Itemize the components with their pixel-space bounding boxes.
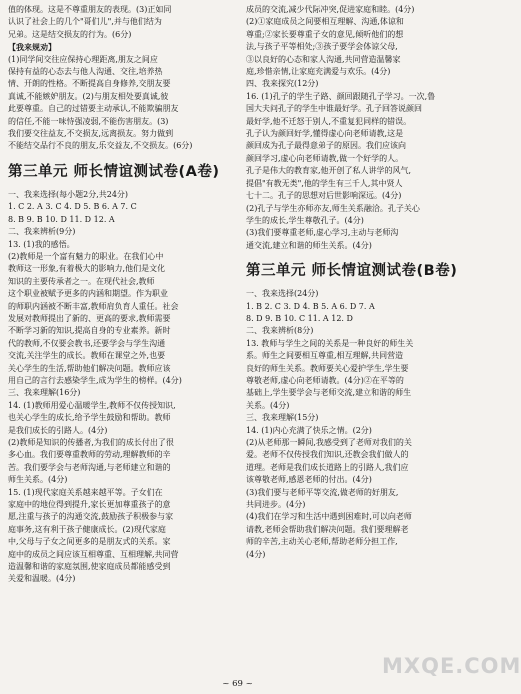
section-heading: 一、我来选择(每小题2分,共24分) <box>8 189 129 199</box>
text-line: 多心血。我们要尊重教师的劳动,理解教师的辛 <box>8 450 171 460</box>
text-line: 造温馨和谐的家庭氛围,使家庭成员都能感受到 <box>8 562 171 572</box>
text-line: 孔子是伟大的教育家,他开创了私人讲学的风气, <box>246 166 412 176</box>
text-line: (3)我们要尊重老师,虚心学习,主动与老师沟 <box>246 228 399 238</box>
text-line: 师生关系。(4分) <box>8 475 68 485</box>
text-line: 家庭中的地位得到提升,家长更加尊重孩子的意 <box>8 500 171 510</box>
section-heading: 三、我来理解(15分) <box>246 413 319 423</box>
text-line: 成员的交流,减少代际冲突,促进家庭和睦。(4分) <box>246 5 415 14</box>
text-line: 教师这一形象,有着极大的影响力,他们是文化 <box>8 264 166 274</box>
section-heading: 三、我来理解(16分) <box>8 388 81 398</box>
text-line: 该尊敬老师,感恩老师的付出。(4分) <box>246 475 372 485</box>
text-line: 共同进步。(4分) <box>246 500 306 510</box>
text-line: 系。师生之间要相互尊重,相互理解,共同营造 <box>246 351 404 361</box>
text-line: (2)教师是一个富有魅力的职业。在我们心中 <box>8 251 164 261</box>
text-line: 保持有益的心态去与他人沟通、交往,培养热 <box>8 67 163 77</box>
text-line: 愿,注重与孩子的沟通交流,鼓励孩子积极参与家 <box>8 512 174 522</box>
text-line: 13. 教师与学生之间的关系是一种良好的师生关 <box>246 338 414 348</box>
text-line: (2)①家庭成员之间要相互理解、沟通,体谅和 <box>246 17 404 27</box>
section-heading: 四、我来探究(12分) <box>246 79 319 89</box>
text-line: 道理。老师是我们成长道路上的引路人,我们应 <box>246 462 409 472</box>
text-line: 用自己的言行去感染学生,成为学生的榜样。(4分) <box>8 375 182 385</box>
text-line: 尊敬老师,虚心向老师请教。(4分)②在平等的 <box>246 375 404 385</box>
watermark-logo: MXQE.COM <box>382 654 521 678</box>
text-line: 孔子认为颜回好学,懂得虚心向老师请教,这是 <box>246 129 404 139</box>
text-line: 情、开朗的性格。不断提高自身修养,交朋友要 <box>8 79 171 89</box>
text-line: 庭,珍惜亲情,让家庭充满爱与欢乐。(4分) <box>246 67 391 77</box>
text-line: 请教,老师会帮助我们解决问题。我们要理解老 <box>246 524 409 534</box>
text-line: 兄弟。这是结交损友的行为。(6分) <box>8 29 132 39</box>
text-line: 学生的成长,学生尊敬孔子。(4分) <box>246 215 364 225</box>
text-line: ③以良好的心态和家人沟通,共同营造温馨家 <box>246 54 401 64</box>
text-line: 庭事务,这有利于孩子健康成长。(2)现代家庭 <box>8 524 166 534</box>
text-line: (2)从老师那一瞬间,我感受到了老师对我们的关 <box>246 438 412 447</box>
text-line: 知识的主要传承者之一。在现代社会,教师 <box>8 276 155 286</box>
text-line: 庭中的成员之间应该互相尊重、互相理解,共同营 <box>8 549 179 559</box>
left-column <box>8 4 236 586</box>
text-line: 颜回学习,虚心向老师请教,做一个好学的人。 <box>246 153 404 163</box>
text-line: (2)教师是知识的传播者,为我们的成长付出了很 <box>8 438 174 447</box>
text-line: 我们要交往益友,不交损友,远离损友。努力做到 <box>8 129 174 139</box>
answer-line: 8. D 9. B 10. C 11. A 12. D <box>246 313 353 323</box>
text-line: 关心学生的生活,帮助他们解决问题。教师应该 <box>8 363 171 373</box>
text-line: (3)我们要与老师平等交流,做老师的好朋友, <box>246 487 399 497</box>
right-column <box>246 4 470 561</box>
text-line: 发展对教师提出了新的、更高的要求,教师需要 <box>8 313 171 323</box>
text-line: 法,与孩子平等相处;③孩子要学会体谅父母, <box>246 42 398 52</box>
text-line: (4)我们在学习和生活中遇到困难时,可以向老师 <box>246 512 412 522</box>
text-line: 师的辛苦,主动关心老师,帮助老师分担工作, <box>246 537 398 547</box>
text-line: 苦。我们要学会与老师沟通,与老师建立和谐的 <box>8 462 171 472</box>
text-line: 14. (1)教师用爱心温暖学生,教师不仅传授知识, <box>8 400 176 410</box>
question-head: 13. (1)我的感悟。 <box>8 239 75 249</box>
text-line: 的师职内涵被不断丰富,教师肩负育人重任。社会 <box>8 301 179 311</box>
text-line: (4分) <box>246 549 266 559</box>
section-heading: 二、我来辨析(8分) <box>246 326 314 336</box>
text-line: 国大夫问孔子的学生中谁最好学。孔子回答说颜回 <box>246 104 422 114</box>
text-line: 爱。老师不仅传授我们知识,还教会我们做人的 <box>246 450 409 460</box>
text-line: 的信任,不能一味恃强凌弱,不能伤害朋友。(3) <box>8 116 169 126</box>
text-line: 这个职业被赋予更多的内涵和期望。作为职业 <box>8 289 168 299</box>
text-line: 颜回成为孔子最得意弟子的原因。我们应该向 <box>246 141 406 151</box>
section-heading: 二、我来辨析(9分) <box>8 227 76 237</box>
page-number: ~ 69 ~ <box>222 679 253 689</box>
text-line: 也关心学生的成长,给予学生鼓励和帮助。教师 <box>8 413 171 423</box>
text-line: 良好的师生关系。教师要关心爱护学生,学生要 <box>246 363 409 373</box>
text-line: 最好学,他不迁怒于别人,不重复犯同样的错误。 <box>246 116 412 126</box>
text-line: 中,父母与子女之间更多的是朋友式的关系。家 <box>8 537 171 547</box>
text-line: 尊重;②家长要尊重子女的意见,倾听他们的想 <box>246 29 404 39</box>
text-line: 通交流,建立和谐的师生关系。(4分) <box>246 240 372 250</box>
text-line: 交流,关注学生的成长。教师在课堂之外,也要 <box>8 351 166 361</box>
text-line: 不能结交品行不良的朋友,乐交益友,不交损友。(6分) <box>8 141 193 151</box>
text-line: 16. (1)孔子的学生子路、颜回跟随孔子学习。一次,鲁 <box>246 91 436 101</box>
text-line: 认识了社会上的几个"哥们儿",并与他们结为 <box>8 17 162 27</box>
section-heading: 一、我来选择(24分) <box>246 289 319 299</box>
section-heading: 【我来规劝】 <box>8 42 56 53</box>
text-line: 不断学习新的知识,提高自身的专业素养。新时 <box>8 326 171 336</box>
text-line: 是我们成长的引路人。(4分) <box>8 425 108 435</box>
text-line: 基础上,学生要学会与老师交流,建立和谐的师生 <box>246 388 412 398</box>
answer-line: 1. C 2. A 3. C 4. D 5. B 6. A 7. C <box>8 202 137 212</box>
text-line: 代的教师,不仅要会教书,还要学会与学生沟通 <box>8 338 166 348</box>
text-line: (2)孔子与学生亦师亦友,师生关系融洽。孔子关心 <box>246 203 420 213</box>
test-title-a: 第三单元 师长情谊测试卷(A卷) <box>8 163 220 180</box>
answer-line: 8. B 9. B 10. D 11. D 12. A <box>8 214 115 224</box>
test-title-b: 第三单元 师长情谊测试卷(B卷) <box>246 263 458 280</box>
text-line: 真诚,不能嫉妒朋友。(2)与朋友相处要真诚,彼 <box>8 91 169 101</box>
text-line: 14. (1)内心充满了快乐之情。(2分) <box>246 425 372 435</box>
text-line: 此要尊重。自己的过错要主动承认,不能欺骗朋友 <box>8 104 179 114</box>
text-line: 关爱和温暖。(4分) <box>8 574 76 584</box>
text-line: 关系。(4分) <box>246 400 290 410</box>
text-line: 提倡"有教无类",他的学生有三千人,其中贤人 <box>246 178 403 188</box>
text-line: 15. (1)现代家庭关系越来越平等。子女们在 <box>8 487 163 497</box>
text-line: 值的体现。这是不尊重朋友的表现。(3)正如同 <box>8 5 172 14</box>
text-line: (1)同学间交往应保持心理距离,朋友之间应 <box>8 54 158 64</box>
text-line: 七十二。孔子的思想对后世影响深远。(4分) <box>246 191 402 201</box>
answer-line: 1. B 2. C 3. D 4. B 5. A 6. D 7. A <box>246 301 375 311</box>
